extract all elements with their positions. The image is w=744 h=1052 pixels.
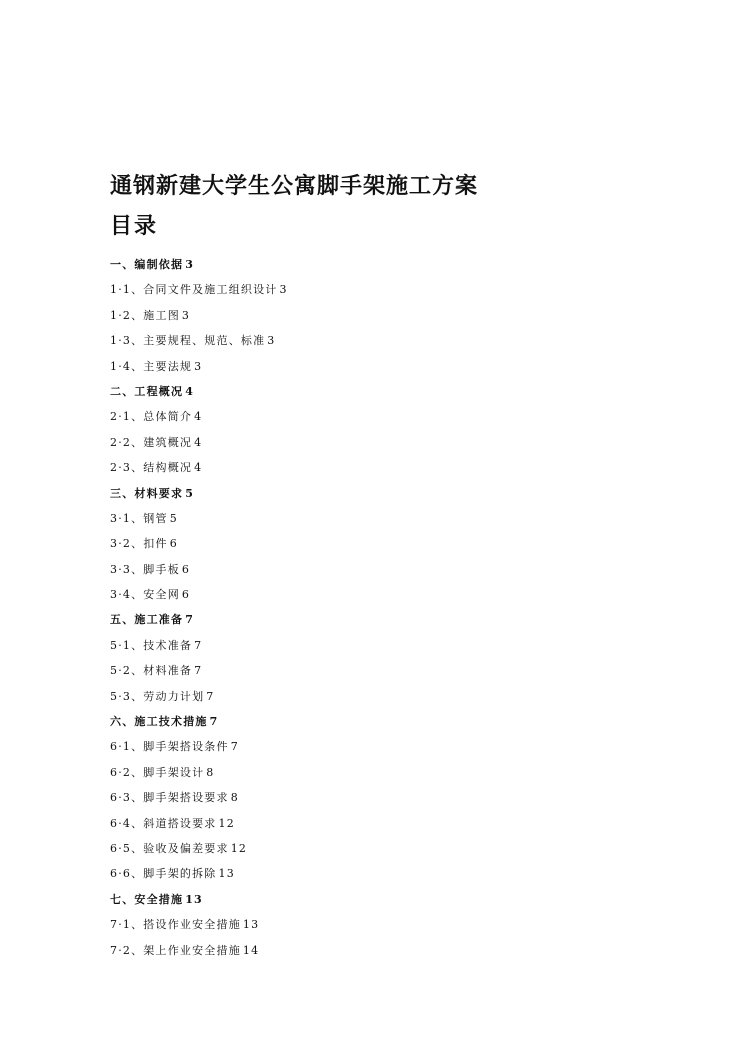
toc-section-entry[interactable] [110,709,710,734]
toc-entry-title: 一、编制依据 [110,258,184,271]
toc-entry-title: 2·1、总体简介 [110,410,193,424]
toc-entry-title: 3·2、扣件 [110,537,168,551]
toc-subsection-entry[interactable] [110,658,710,683]
toc-entry-title: 六、施工技术措施 [110,715,208,729]
toc-entry-page-number: 7 [185,613,195,627]
toc-entry-title: 7·1、搭设作业安全措施 [110,918,241,932]
toc-section-entry[interactable] [110,607,710,632]
toc-entry-title: 5·3、劳动力计划 [110,689,205,703]
document-title: 通钢新建大学生公寓脚手架施工方案 [110,173,479,199]
toc-subsection-entry[interactable] [110,734,710,759]
toc-subsection-entry[interactable] [110,912,710,937]
toc-entry-page-number: 12 [230,841,248,855]
toc-entry-page-number: 14 [242,943,260,957]
toc-entry-page-number: 6 [169,537,178,551]
toc-entry-title: 5·1、技术准备 [110,638,193,652]
document-page [110,170,710,963]
toc-subsection-entry[interactable] [110,455,710,480]
toc-entry-page-number: 7 [209,715,219,729]
toc-heading: 目录 [110,213,159,239]
toc-entry-page-number: 8 [206,765,215,779]
toc-entry-page-number: 7 [206,689,215,703]
toc-subsection-entry[interactable] [110,557,710,582]
toc-subsection-entry[interactable] [110,404,710,429]
toc-subsection-entry[interactable] [110,785,710,810]
toc-subsection-entry[interactable] [110,430,710,455]
toc-entry-title: 5·2、材料准备 [110,664,193,678]
toc-entry-title: 2·3、结构概况 [110,461,193,475]
toc-entry-title: 7·2、架上作业安全措施 [110,943,241,957]
toc-entry-title: 6·2、脚手架设计 [110,765,205,779]
toc-subsection-entry[interactable] [110,531,710,556]
toc-entry-title: 1·1、合同文件及施工组织设计 [110,283,278,297]
toc-subsection-entry[interactable] [110,328,710,353]
toc-subsection-entry[interactable] [110,303,710,328]
toc-entry-page-number: 7 [194,638,203,652]
toc-entry-title: 1·4、主要法规 [110,359,193,373]
toc-entry-title: 3·4、安全网 [110,588,180,602]
toc-entry-title: 七、安全措施 [110,892,184,906]
toc-entry-title: 3·1、钢管 [110,511,168,525]
toc-entry-title: 6·3、脚手架搭设要求 [110,791,229,805]
toc-subsection-entry[interactable] [110,938,710,963]
toc-entry-title: 6·4、斜道搭设要求 [110,816,217,830]
toc-subsection-entry[interactable] [110,811,710,836]
toc-entry-title: 二、工程概况 [110,384,184,398]
toc-entry-title: 2·2、建筑概况 [110,435,193,449]
toc-entry-page-number: 5 [169,511,178,525]
toc-entry-title: 1·2、施工图 [110,308,180,322]
toc-entry-page-number: 7 [194,664,203,678]
toc-entry-title: 6·5、验收及偏差要求 [110,841,229,855]
toc-subsection-entry[interactable] [110,277,710,302]
toc-entry-page-number: 4 [194,410,203,424]
toc-section-entry[interactable] [110,887,710,912]
toc-entry-page-number: 3 [279,283,288,297]
toc-entry-page-number: 3 [194,359,203,373]
toc-subsection-entry[interactable] [110,582,710,607]
toc-entry-title: 1·3、主要规程、规范、标准 [110,334,266,348]
toc-subsection-entry[interactable] [110,354,710,379]
toc-entry-page-number: 3 [181,308,191,322]
toc-entry-page-number: 13 [242,918,260,932]
toc-subsection-entry[interactable] [110,861,710,886]
toc-subsection-entry[interactable] [110,506,710,531]
toc-entry-page-number: 3 [267,334,276,348]
toc-entry-page-number: 4 [194,435,203,449]
toc-entry-page-number: 6 [181,588,191,602]
toc-subsection-entry[interactable] [110,684,710,709]
toc-subsection-entry[interactable] [110,760,710,785]
toc-entry-page-number: 12 [218,816,235,830]
toc-entry-page-number: 6 [181,562,191,576]
toc-entry-page-number: 13 [218,867,235,881]
toc-entry-page-number: 4 [185,384,195,398]
toc-entry-page-number: 13 [185,892,203,906]
toc-section-entry[interactable] [110,481,710,506]
toc-section-entry[interactable] [110,379,710,404]
toc-entry-page-number: 4 [194,461,203,475]
toc-entry-title: 6·6、脚手架的拆除 [110,867,217,881]
toc-entry-page-number: 7 [230,740,239,754]
toc-entry-title: 6·1、脚手架搭设条件 [110,740,229,754]
toc-entry-page-number: 5 [185,486,195,500]
toc-subsection-entry[interactable] [110,836,710,861]
toc-entry-page-number: 3 [185,258,195,271]
toc-entry-title: 三、材料要求 [110,486,184,500]
toc-entry-title: 五、施工准备 [110,613,184,627]
toc-entry-page-number: 8 [230,791,239,805]
toc-entry-title: 3·3、脚手板 [110,562,180,576]
toc-subsection-entry[interactable] [110,633,710,658]
table-of-contents [110,252,710,963]
toc-section-entry[interactable] [110,252,710,277]
